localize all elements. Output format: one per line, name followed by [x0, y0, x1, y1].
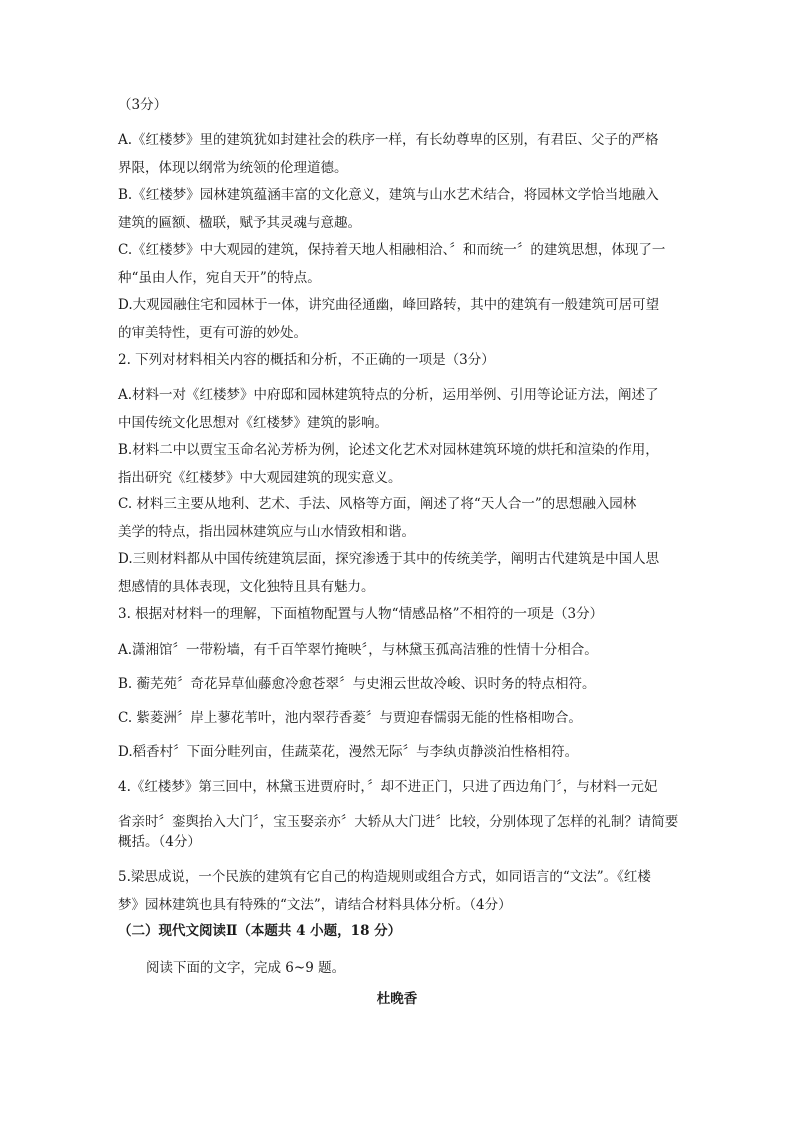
- section-heading: （二）现代文阅读Ⅱ（本题共 4 小题，18 分）: [118, 923, 402, 939]
- score-note: （3分）: [118, 97, 168, 113]
- q2-option-b-line-2: 指出研究《红楼梦》中大观园建筑的现实意义。: [118, 470, 402, 486]
- q2-option-d-line-2: 想感情的具体表现，文化独特且具有魅力。: [118, 579, 375, 595]
- q1-option-b-line-1: B.《红楼梦》园林建筑蕴涵丰富的文化意义，建筑与山水艺术结合，将园林文学恰当地融入: [118, 187, 659, 203]
- q2-option-a: [118, 381, 684, 437]
- q5: [118, 863, 684, 919]
- q1-option-c-line-1: C.《红楼梦》中大观园的建筑，保持着天地人相融相洽、〞和而统一〞的建筑思想，体现了一: [118, 242, 666, 258]
- q1-option-a: [118, 126, 684, 182]
- q2-option-c-line-1: C. 材料三主要从地利、艺术、手法、风格等方面，阐述了将“天人合一”的思想融入园林: [118, 496, 637, 512]
- q1-option-c: [118, 236, 684, 292]
- q3-option-d: D.稻香村〞下面分畦列亩，佳蔬菜花，漫然无际〞与李纨贞静淡泊性格相符。: [118, 744, 579, 760]
- q2-option-d: [118, 545, 684, 601]
- q2-option-d-line-1: D.三则材料都从中国传统建筑层面，探究渗透于其中的传统美学，阐明古代建筑是中国人思: [118, 551, 660, 567]
- q4-line-1: 4.《红楼梦》第三回中，林黛玉进贾府时，〞却不进正门，只进了西边角门〞，与材料一元妃: [118, 779, 658, 795]
- passage-title: 杜晚香: [376, 991, 418, 1007]
- q1-option-a-line-1: A.《红楼梦》里的建筑犹如封建社会的秩序一样，有长幼尊卑的区别，有君臣、父子的严格: [118, 132, 659, 148]
- q2-option-a-line-2: 中国传统文化思想对《红楼梦》建筑的影响。: [118, 415, 388, 431]
- q1-option-a-line-2: 界限，体现以纲常为统领的伦理道德。: [118, 160, 348, 176]
- q1-option-b-line-2: 建筑的匾额、楹联，赋予其灵魂与意趣。: [118, 215, 361, 231]
- q2-option-c-line-2: 美学的特点，指出园林建筑应与山水情致相和谐。: [118, 524, 415, 540]
- q1-option-b: [118, 181, 684, 237]
- q2-option-c: [118, 490, 684, 546]
- q1-option-d-line-2: 的审美特性，更有可游的妙处。: [118, 325, 307, 341]
- q3-stem: 3. 根据对材料一的理解，下面植物配置与人物“情感品格”不相符的一项是（3分）: [118, 606, 604, 622]
- q5-line-2: 梦》园林建筑也具有特殊的“文法”，请结合材料具体分析。（4分）: [118, 897, 512, 913]
- q2-option-b: [118, 436, 684, 492]
- q4-line-2: 省亲时〞銮舆抬入大门〞，宝玉娶亲亦〞大轿从大门进〞比较，分别体现了怎样的礼制？请简要: [118, 814, 679, 830]
- q3-option-a: A.潇湘馆〞一带粉墙，有千百竿翠竹掩映〞，与林黛玉孤高洁雅的性情十分相合。: [118, 642, 598, 658]
- q2-stem: 2. 下列对材料相关内容的概括和分析，不正确的一项是（3分）: [118, 352, 495, 368]
- q3-option-b: B. 蘅芜苑〞奇花异草仙藤愈冷愈苍翠〞与史湘云世故冷峻、识时务的特点相符。: [118, 676, 596, 692]
- q2-option-a-line-1: A.材料一对《红楼梦》中府邸和园林建筑特点的分析，运用举例、引用等论证方法，阐述了: [118, 387, 659, 403]
- q1-option-c-line-2: 种“虽由人作，宛自天开”的特点。: [118, 270, 321, 286]
- q2-option-b-line-1: B.材料二中以贾宝玉命名沁芳桥为例，论述文化艺术对园林建筑环境的烘托和渲染的作用，: [118, 442, 659, 458]
- q1-option-d-line-1: D.大观园融住宅和园林于一体，讲究曲径通幽，峰回路转，其中的建筑有一般建筑可居可望: [118, 297, 660, 313]
- q1-option-d: [118, 291, 684, 347]
- q4-line-3: 概括。（4分）: [118, 834, 201, 850]
- q3-option-c: C. 紫菱洲〞岸上蓼花苇叶，池内翠荇香菱〞与贾迎春懦弱无能的性格相吻合。: [118, 710, 582, 726]
- q5-line-1: 5.梁思成说，一个民族的建筑有它自己的构造规则或组合方式，如同语言的“文法”。《红楼: [118, 869, 651, 885]
- reading-intro: 阅读下面的文字，完成 6~9 题。: [146, 960, 346, 976]
